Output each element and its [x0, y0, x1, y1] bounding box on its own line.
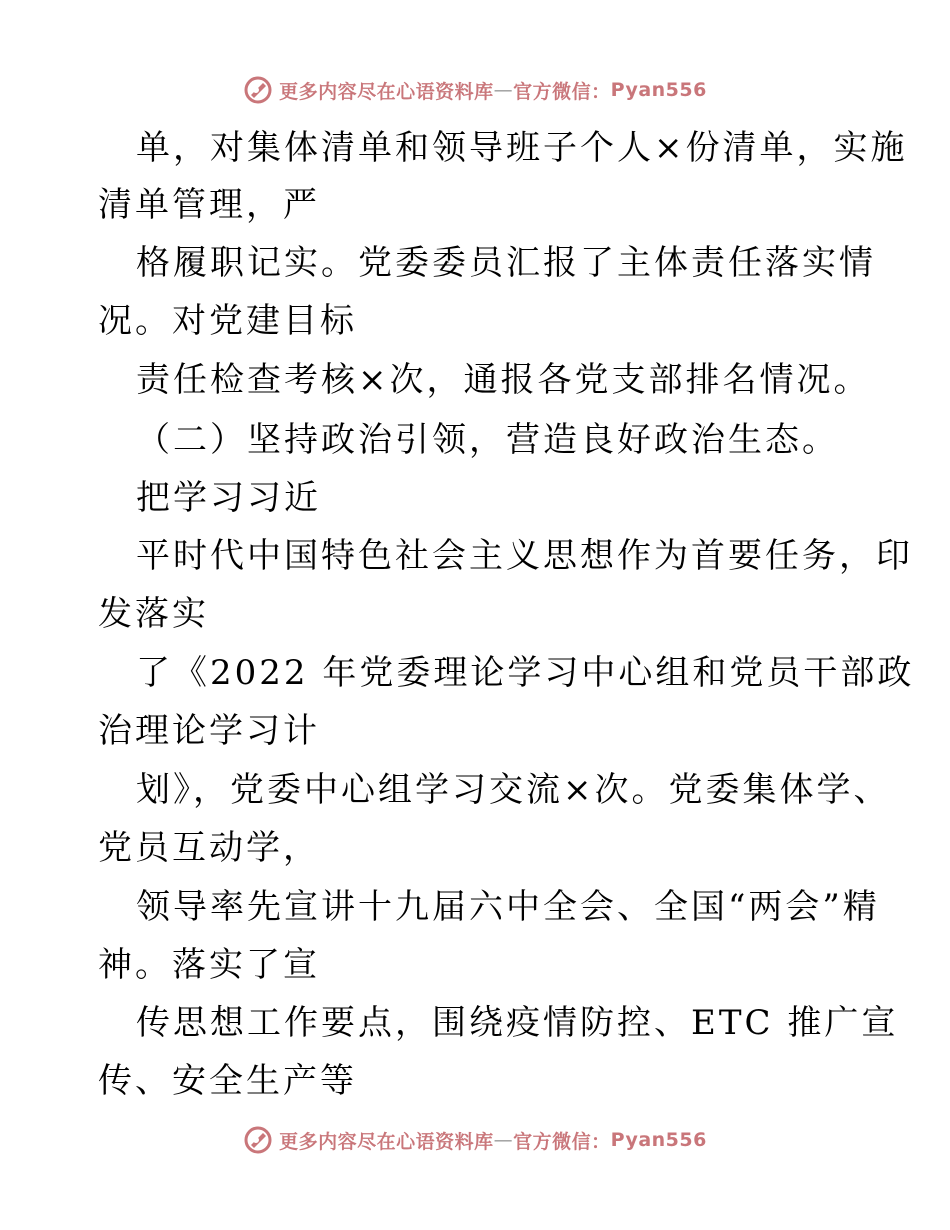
watermark-dash: — [493, 79, 514, 101]
body-line: 平时代中国特色社会主义思想作为首要任务，印 [136, 536, 913, 576]
body-line: 发落实 [98, 594, 209, 634]
logo-icon [243, 1125, 273, 1155]
body-line: 领导率先宣讲十九届六中全会、全国“两会”精 [136, 887, 880, 927]
watermark-official-label: 官方微信： [513, 1130, 611, 1153]
body-line: 传、安全生产等 [98, 1061, 357, 1101]
watermark-dash: — [493, 1129, 514, 1151]
body-line: 治理论学习计 [98, 711, 320, 751]
watermark-account: Pyan556 [610, 1129, 707, 1151]
body-line: 把学习习近 [136, 478, 321, 518]
watermark-official-label: 官方微信： [513, 80, 611, 103]
body-line: 况。对党建目标 [98, 301, 357, 341]
body-line: 格履职记实。党委委员汇报了主体责任落实情 [136, 243, 876, 283]
watermark-main-text: 更多内容尽在心语资料库 [279, 1130, 494, 1153]
section-heading: （二）坚持政治引领，营造良好政治生态。 [136, 420, 839, 460]
body-line: 责任检查考核×次，通报各党支部排名情况。 [136, 360, 871, 400]
body-line: 单，对集体清单和领导班子个人×份清单，实施 [136, 128, 908, 168]
watermark-account: Pyan556 [610, 79, 707, 101]
body-line: 神。落实了宣 [98, 945, 320, 985]
body-line: 了《2022 年党委理论学习中心组和党员干部政 [136, 653, 915, 693]
footer-watermark [0, 1120, 950, 1160]
watermark-main-text: 更多内容尽在心语资料库 [279, 80, 494, 103]
body-line: 清单管理，严 [98, 185, 320, 225]
body-line: 党员互动学， [98, 828, 320, 868]
body-line: 传思想工作要点，围绕疫情防控、ETC 推广宣 [136, 1003, 899, 1043]
body-line: 划》，党委中心组学习交流×次。党委集体学、 [136, 770, 891, 810]
